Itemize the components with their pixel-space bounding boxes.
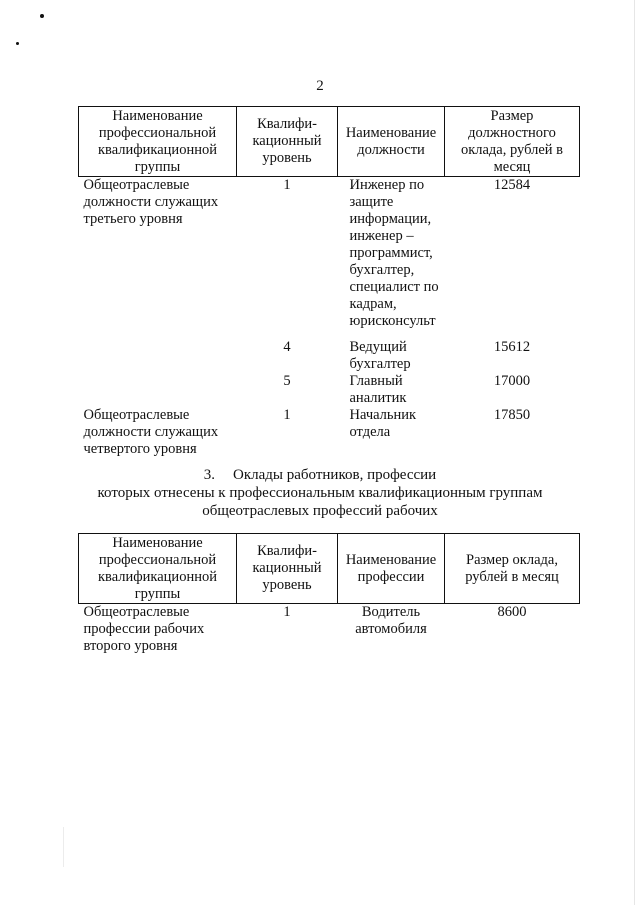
table-row [79, 339, 580, 373]
salary-table-workers [78, 533, 580, 658]
cell-salary: 17000 [493, 372, 531, 389]
header-level: Квалифи-кационный уровень [237, 534, 338, 604]
salary-table-employees [78, 106, 580, 459]
cell-level: 1 [283, 604, 291, 620]
page-edge [634, 0, 635, 905]
section-number: 3. [203, 467, 216, 483]
cell-position: Ведущий бухгалтер [349, 338, 411, 372]
table-row [79, 373, 580, 407]
cell-salary: 15612 [493, 338, 531, 355]
cell-group [79, 339, 237, 373]
table-row [79, 407, 580, 459]
cell-level: 1 [283, 177, 291, 193]
cell-group: Общеотраслевые должности служащих третьего уровня [83, 177, 219, 227]
cell-profession: Водитель автомобиля [355, 604, 427, 637]
page-number: 2 [316, 78, 324, 94]
scan-speck [16, 42, 19, 45]
cell-group [79, 373, 237, 407]
section-title-line1 [0, 466, 640, 484]
cell-level: 4 [283, 338, 291, 355]
header-salary: Размер должностного оклада, рублей в месяц [445, 107, 580, 177]
cell-salary: 12584 [493, 177, 531, 193]
table-row [79, 604, 580, 658]
header-salary: Размер оклада, рублей в месяц [445, 534, 580, 604]
table-row [79, 177, 580, 339]
cell-position: Главный аналитик [349, 372, 407, 406]
cell-position: Инженер по защите информации, инженер – программист, бухгалтер, специалист по кадрам, юрисконсульт [349, 177, 439, 329]
cell-group: Общеотраслевые профессии рабочих второго уровня [83, 604, 205, 654]
section-title-line3: общеотраслевых профессий рабочих [202, 503, 438, 519]
header-group: Наименование профессиональной квалификационной группы [79, 534, 237, 604]
header-group: Наименование профессиональной квалификационной группы [79, 107, 237, 177]
scan-speck [40, 14, 44, 18]
header-position: Наименование должности [338, 107, 445, 177]
table-header-row [79, 107, 580, 177]
header-level: Квалифи-кационный уровень [237, 107, 338, 177]
section-title-line2: которых отнесены к профессиональным квалификационным группам [97, 485, 543, 501]
section-title-text: Оклады работников, профессии [233, 467, 437, 483]
cell-salary: 17850 [493, 406, 531, 423]
cell-level: 5 [283, 372, 291, 389]
table-header-row [79, 534, 580, 604]
cell-salary: 8600 [497, 604, 527, 620]
cell-group: Общеотраслевые должности служащих четвертого уровня [83, 406, 219, 457]
scan-mark [63, 827, 64, 867]
cell-position: Начальник отдела [349, 406, 417, 440]
header-profession: Наименование профессии [338, 534, 445, 604]
cell-level: 1 [283, 406, 291, 423]
